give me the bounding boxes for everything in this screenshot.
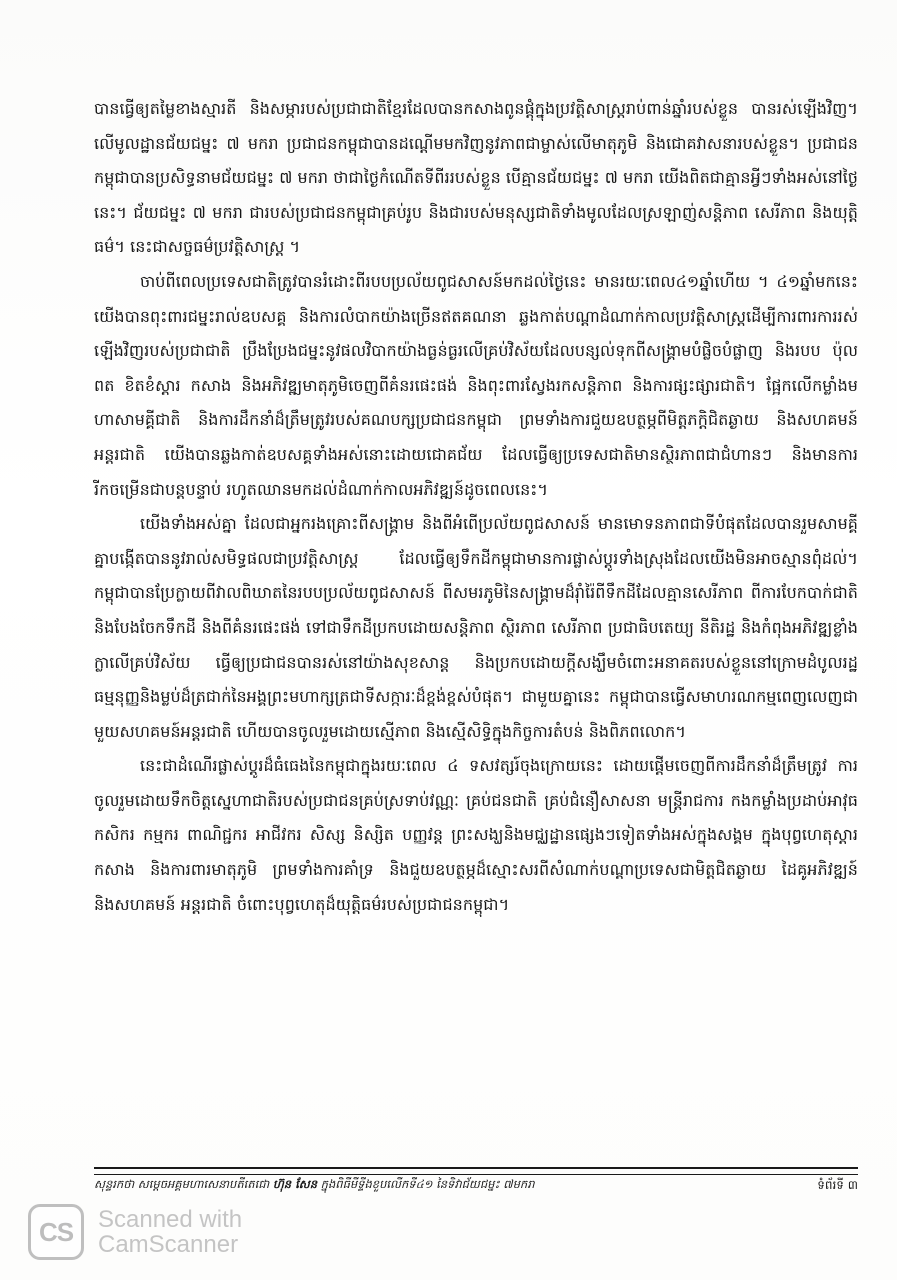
paragraph-2: ចាប់ពីពេលប្រទេសជាតិត្រូវបានរំដោះពីរបបប្រល័យពូជសាសន៍មកដល់ថ្ងៃនេះ មានរយៈពេល៤១ឆ្នាំហើយ ។ ៤១ឆ្នាំមកនេះយើងបានពុះពារជម្នះរាល់ឧបសគ្គ និងការលំបាកយ៉ាងច្រើនឥតគណនា ឆ្លងកាត់បណ្តាដំណាក់កាលប្រវត្តិសាស្ត្រដើម្បីការពារការរស់ឡើងវិញរបស់ប្រជាជាតិ ប្រឹងប្រែងជម្នះនូវផលវិបាកយ៉ាងធ្ងន់ធ្ងរលើគ្រប់វិស័យដែលបន្សល់ទុកពីសង្គ្រាមបំផ្លិចបំផ្លាញ និងរបប ប៉ុល ពត ខិតខំស្តារ កសាង និងអភិវឌ្ឍមាតុភូមិចេញពីគំនរផេះផង់ និងពុះពារស្វែងរកសន្តិភាព និងការផ្សះផ្សារជាតិ។ ផ្អែកលើកម្លាំងមហាសាមគ្គីជាតិ និងការដឹកនាំដ៏ត្រឹមត្រូវរបស់គណបក្សប្រជាជនកម្ពុជា ព្រមទាំងការជួយឧបត្ថម្ភពីមិត្តភក្តិជិតឆ្ងាយ និងសហគមន៍អន្តរជាតិ យើងបានឆ្លងកាត់ឧបសគ្គទាំងអស់នោះដោយជោគជ័យ ដែលធ្វើឲ្យប្រទេសជាតិមានស្ថិរភាពជាជំហានៗ និងមានការរីកចម្រើនជាបន្តបន្ទាប់ រហូតឈានមកដល់ដំណាក់កាលអភិវឌ្ឍន៍ដូចពេលនេះ។ (94, 271, 858, 499)
footer-divider (94, 1167, 858, 1175)
camscanner-watermark (28, 1200, 242, 1264)
camscanner-logo-icon: CS (28, 1204, 84, 1260)
watermark-line-1: Scanned with (98, 1206, 243, 1233)
paragraph-3: យើងទាំងអស់គ្នា ដែលជាអ្នករងគ្រោះពីសង្គ្រាម និងពីអំពើប្រល័យពូជសាសន៍ មានមោទនភាពជាទីបំផុតដែលបានរួមសាមគ្គីគ្នាបង្កើតបាននូវរាល់សមិទ្ធផលជាប្រវត្តិសាស្ត្រ ដែលធ្វើឲ្យទឹកដីកម្ពុជាមានការផ្លាស់ប្តូរទាំងស្រុងដែលយើងមិនអាចស្មានពុំដល់។ កម្ពុជាបានប្រែក្លាយពីវាលពិឃាតនៃរបបប្រល័យពូជសាសន៍ ពីសមរភូមិនៃសង្គ្រាមដ៏រ៉ាំរ៉ៃពីទឹកដីដែលគ្មានសេរីភាព ពីការបែកបាក់ជាតិ និងបែងចែកទឹកដី និងពីគំនរផេះផង់ ទៅជាទឹកដីប្រកបដោយសន្តិភាព ស្ថិរភាព សេរីភាព ប្រជាធិបតេយ្យ នីតិរដ្ឋ និងកំពុងអភិវឌ្ឍខ្លាំងក្លាលើគ្រប់វិស័យ ធ្វើឲ្យប្រជាជនបានរស់នៅយ៉ាងសុខសាន្ត និងប្រកបដោយក្តីសង្ឃឹមចំពោះអនាគតរបស់ខ្លួននៅក្រោមដំបូលរដ្ឋធម្មនុញ្ញនិងម្លប់ដ៏ត្រជាក់នៃអង្គព្រះមហាក្សត្រជាទីសក្ការៈដ៏ខ្ពង់ខ្ពស់បំផុត។ ជាមួយគ្នានេះ កម្ពុជាបានធ្វើសមាហរណកម្មពេញលេញជាមួយសហគមន៍អន្តរជាតិ ហើយបានចូលរួមដោយស្មើភាព និងស្មើសិទ្ធិក្នុងកិច្ចការតំបន់ និងពិភពលោក។ (94, 514, 858, 741)
body-text (94, 92, 858, 922)
footer-speaker-name: ហ៊ុន សែន (272, 1177, 318, 1191)
footer-prefix: សុន្ទរកថា សម្តេចអគ្គមហាសេនាបតីតេជោ (94, 1177, 270, 1191)
paragraph-4: នេះជាដំណើរផ្លាស់ប្តូរដ៏ធំធេងនៃកម្ពុជាក្នុងរយៈពេល ៤ ទសវត្សរ៍ចុងក្រោយនេះ ដោយផ្តើមចេញពីការដឹកនាំដ៏ត្រឹមត្រូវ ការចូលរួមដោយទឹកចិត្តស្នេហាជាតិរបស់ប្រជាជនគ្រប់ស្រទាប់វណ្ណៈ គ្រប់ជនជាតិ គ្រប់ជំនឿសាសនា មន្ត្រីរាជការ កងកម្លាំងប្រដាប់អាវុធ កសិករ កម្មករ ពាណិជ្ជករ អាជីវករ សិស្ស និស្សិត បញ្ញវន្ត ព្រះសង្ឃនិងមជ្ឈដ្ឋានផ្សេងៗទៀតទាំងអស់ក្នុងសង្គម ក្នុងបុព្វហេតុស្តារ កសាង និងការពារមាតុភូមិ ព្រមទាំងការគាំទ្រ និងជួយឧបត្ថម្ភដ៏ស្មោះសរពីសំណាក់បណ្តាប្រទេសជាមិត្តជិតឆ្ងាយ ដៃគូអភិវឌ្ឍន៍ និងសហគមន៍ អន្តរជាតិ ចំពោះបុព្វហេតុដ៏យុត្តិធម៌របស់ប្រជាជនកម្ពុជា។ (94, 756, 858, 914)
camscanner-text (98, 1207, 242, 1257)
watermark-line-2: CamScanner (98, 1231, 239, 1258)
footer-caption (94, 1177, 694, 1194)
footer-suffix: ក្នុងពិធីមីទ្ទីងខួបលើកទី៤១ នៃទិវាជ័យជម្នះ ៧មករា (320, 1177, 535, 1191)
paragraph-1: បានធ្វើឲ្យតម្លៃខាងស្មារតី និងសម្ភារបស់ប្រជាជាតិខ្មែរដែលបានកសាងពូនផ្តុំក្នុងប្រវត្តិសាស្ត្ររាប់ពាន់ឆ្នាំរបស់ខ្លួន បានរស់ឡើងវិញ។ លើមូលដ្ឋានជ័យជម្នះ ៧ មករា ប្រជាជនកម្ពុជាបានដណ្តើមមកវិញនូវភាពជាម្ចាស់លើមាតុភូមិ និងជោគវាសនារបស់ខ្លួន។ ប្រជាជនកម្ពុជាបានប្រសិទ្ធនាមជ័យជម្នះ ៧ មករា ថាជាថ្ងៃកំណើតទីពីររបស់ខ្លួន បើគ្មានជ័យជម្នះ ៧ មករា យើងពិតជាគ្មានអ្វីៗទាំងអស់នៅថ្ងៃនេះ។ ជ័យជម្នះ ៧ មករា ជារបស់ប្រជាជនកម្ពុជាគ្រប់រូប និងជារបស់មនុស្សជាតិទាំងមូលដែលស្រឡាញ់សន្តិភាព សេរីភាព និងយុត្តិធម៌។ នេះជាសច្ចធម៌ប្រវត្តិសាស្ត្រ ។ (94, 99, 859, 257)
page-number: ទំព័រទី ៣ (817, 1178, 858, 1192)
